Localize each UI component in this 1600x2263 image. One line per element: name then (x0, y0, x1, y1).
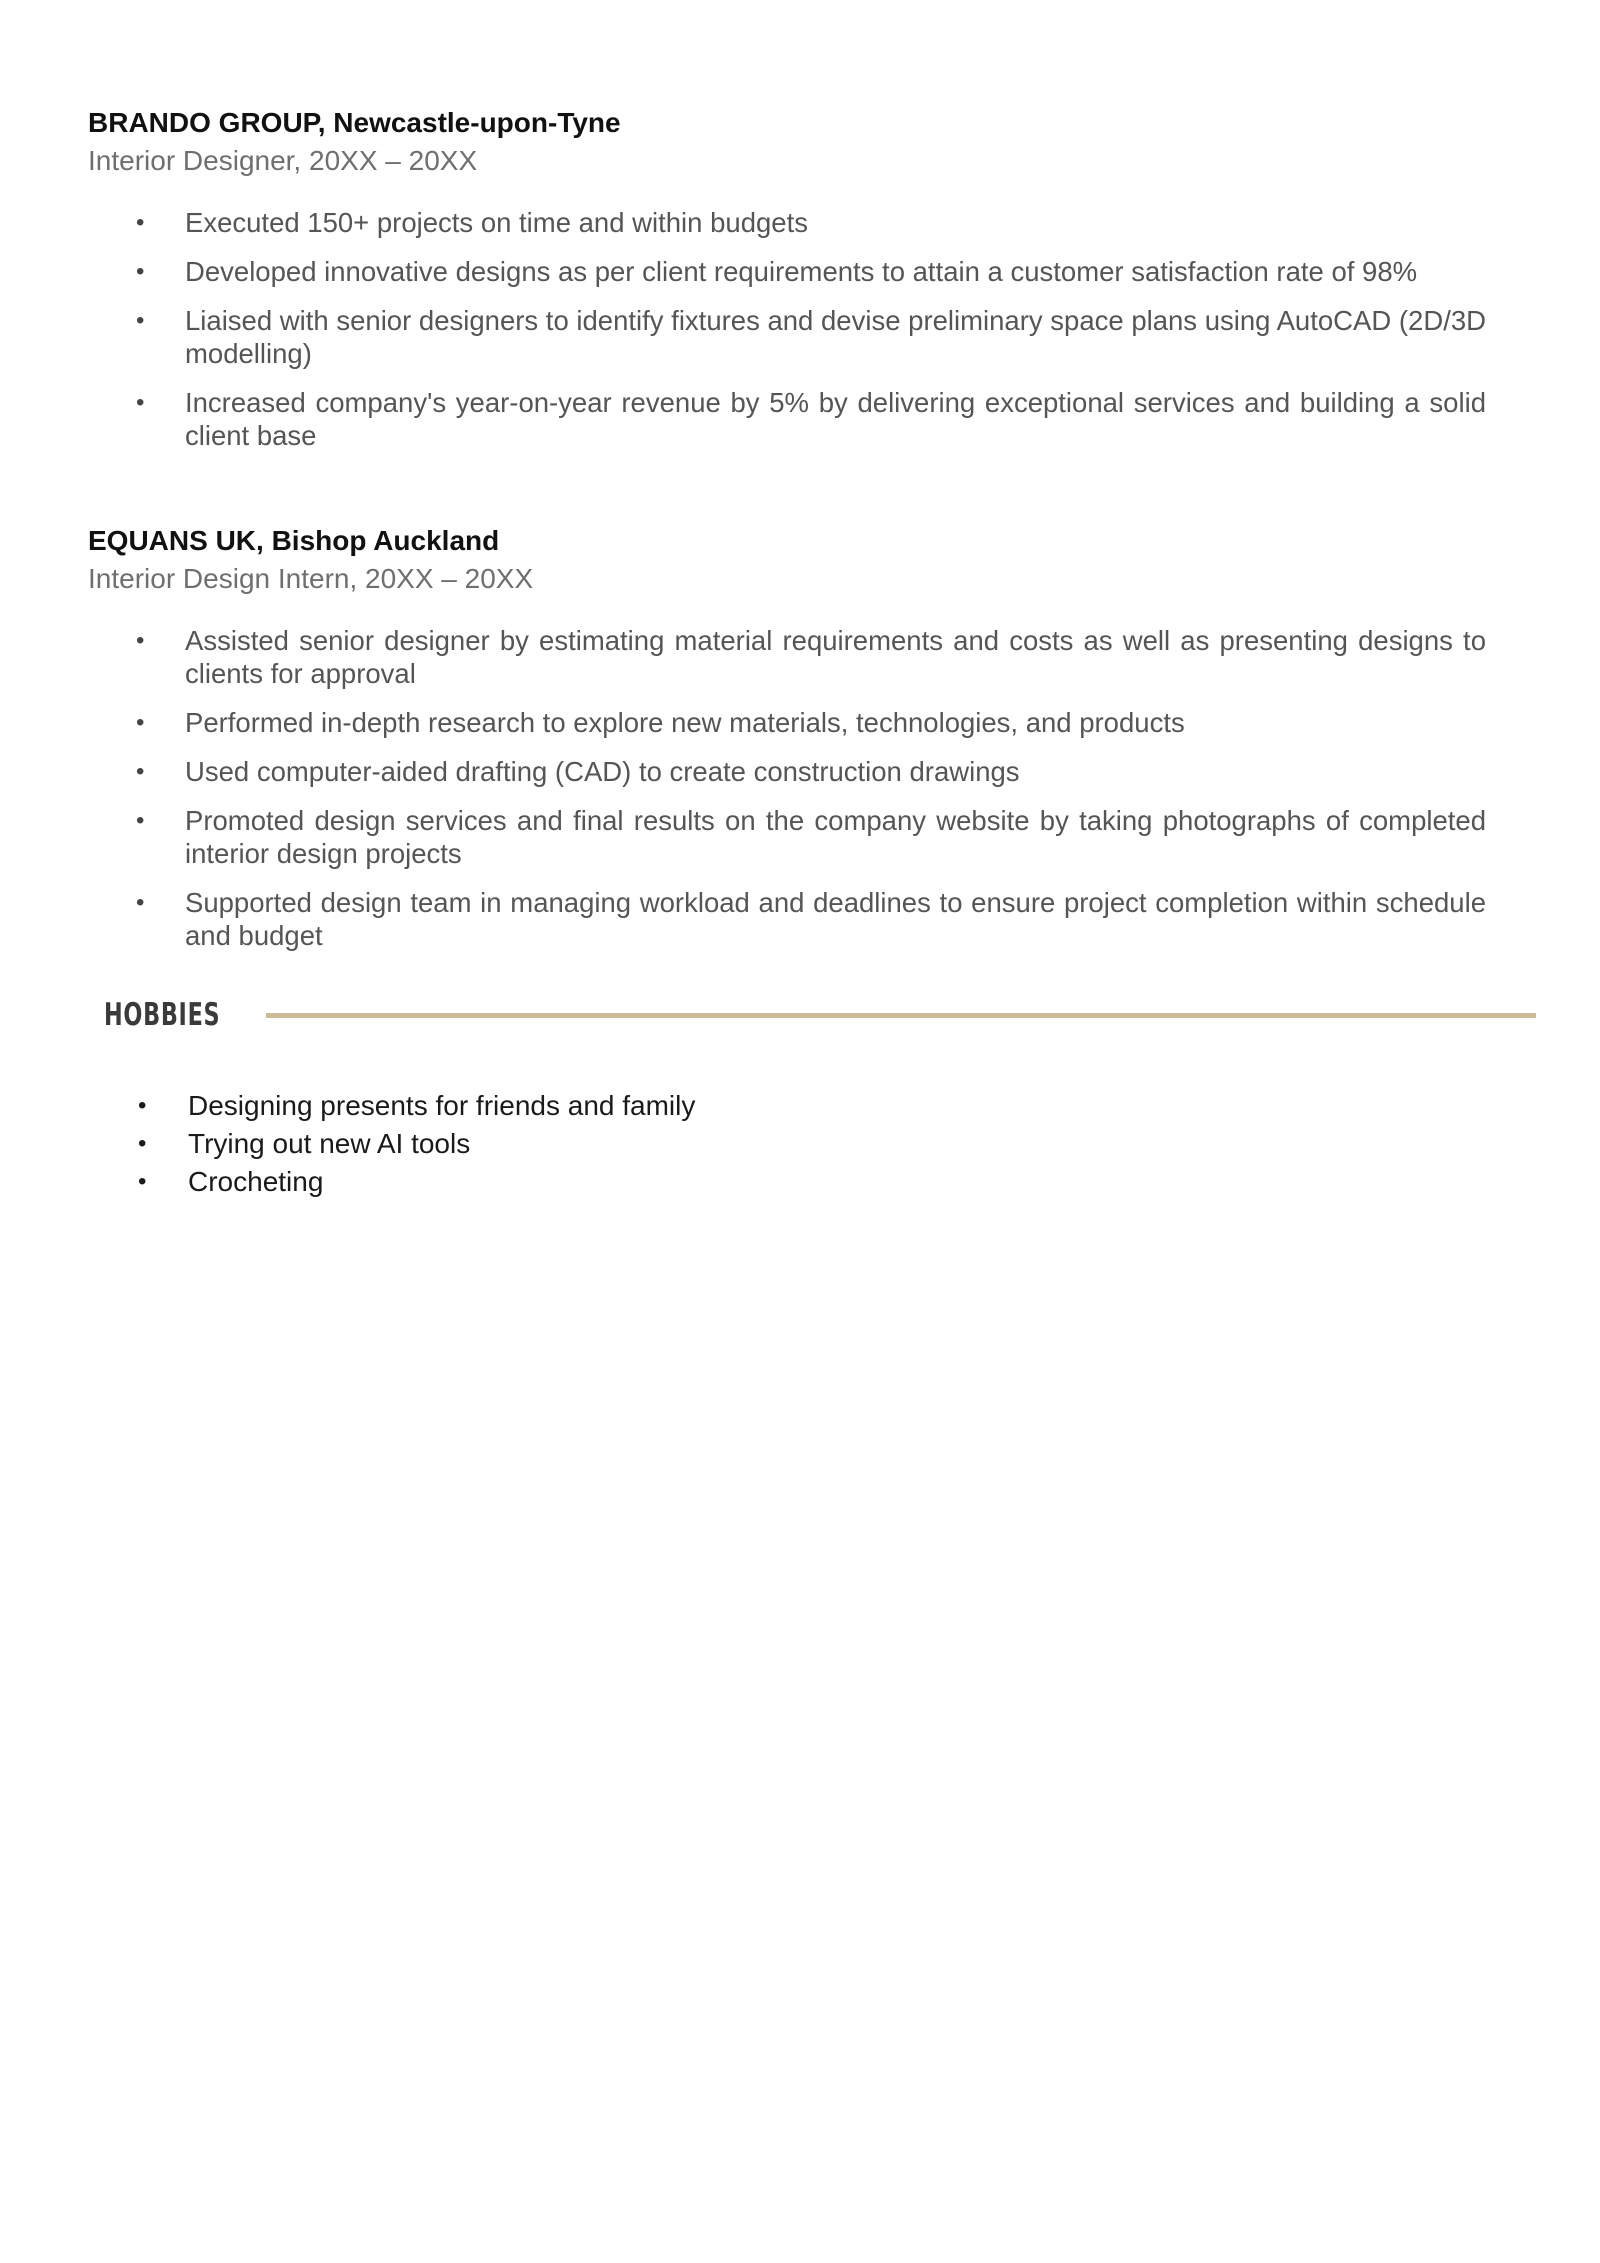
job-duties-list (88, 624, 1486, 952)
list-item: • Used computer-aided drafting (CAD) to create construction drawings (136, 756, 1020, 787)
job-role: Interior Designer, 20XX – 20XX (88, 145, 478, 176)
bullet-icon: • (136, 807, 145, 834)
bullet-icon: • (136, 758, 145, 785)
list-item: • Promoted design services and final results on the company website by taking photographs of completed interior design projects (136, 805, 1486, 869)
bullet-icon: • (136, 627, 145, 654)
list-item: • Developed innovative designs as per client requirements to attain a customer satisfaction rate of 98% (136, 256, 1418, 287)
bullet-icon: • (136, 709, 145, 736)
list-item: • Increased company's year-on-year revenue by 5% by delivering exceptional services and building a solid client base (136, 387, 1486, 451)
list-item: • Designing presents for friends and family (88, 1087, 988, 1125)
list-item: • Performed in-depth research to explore new materials, technologies, and products (136, 707, 1185, 738)
list-item: • Liaised with senior designers to identify fixtures and devise preliminary space plans using AutoCAD (2D/3D modelling) (136, 305, 1486, 369)
bullet-icon: • (138, 1092, 147, 1119)
job-entry-brando (88, 106, 1488, 468)
hobbies-list (88, 1087, 988, 1201)
list-item: • Executed 150+ projects on time and within budgets (136, 207, 808, 238)
job-duties-list (88, 206, 1486, 452)
bullet-icon: • (138, 1168, 147, 1195)
company-name: BRANDO GROUP, Newcastle-upon-Tyne (88, 107, 621, 138)
bullet-icon: • (136, 258, 145, 285)
bullet-icon: • (136, 307, 145, 334)
section-title: HOBBIES (104, 997, 221, 1033)
bullet-icon: • (138, 1130, 147, 1157)
list-item: • Assisted senior designer by estimating material requirements and costs as well as presenting designs to clients for approval (136, 625, 1486, 689)
bullet-icon: • (136, 389, 145, 416)
list-item: • Crocheting (88, 1163, 988, 1201)
job-entry-equans (88, 524, 1488, 968)
list-item: • Supported design team in managing workload and deadlines to ensure project completion within schedule and budget (136, 887, 1486, 951)
company-name: EQUANS UK, Bishop Auckland (88, 525, 500, 556)
bullet-icon: • (136, 889, 145, 916)
section-divider (266, 1013, 1536, 1018)
list-item: • Trying out new AI tools (88, 1125, 988, 1163)
hobbies-section-header (104, 993, 1536, 1037)
job-role: Interior Design Intern, 20XX – 20XX (88, 563, 534, 594)
bullet-icon: • (136, 209, 145, 236)
